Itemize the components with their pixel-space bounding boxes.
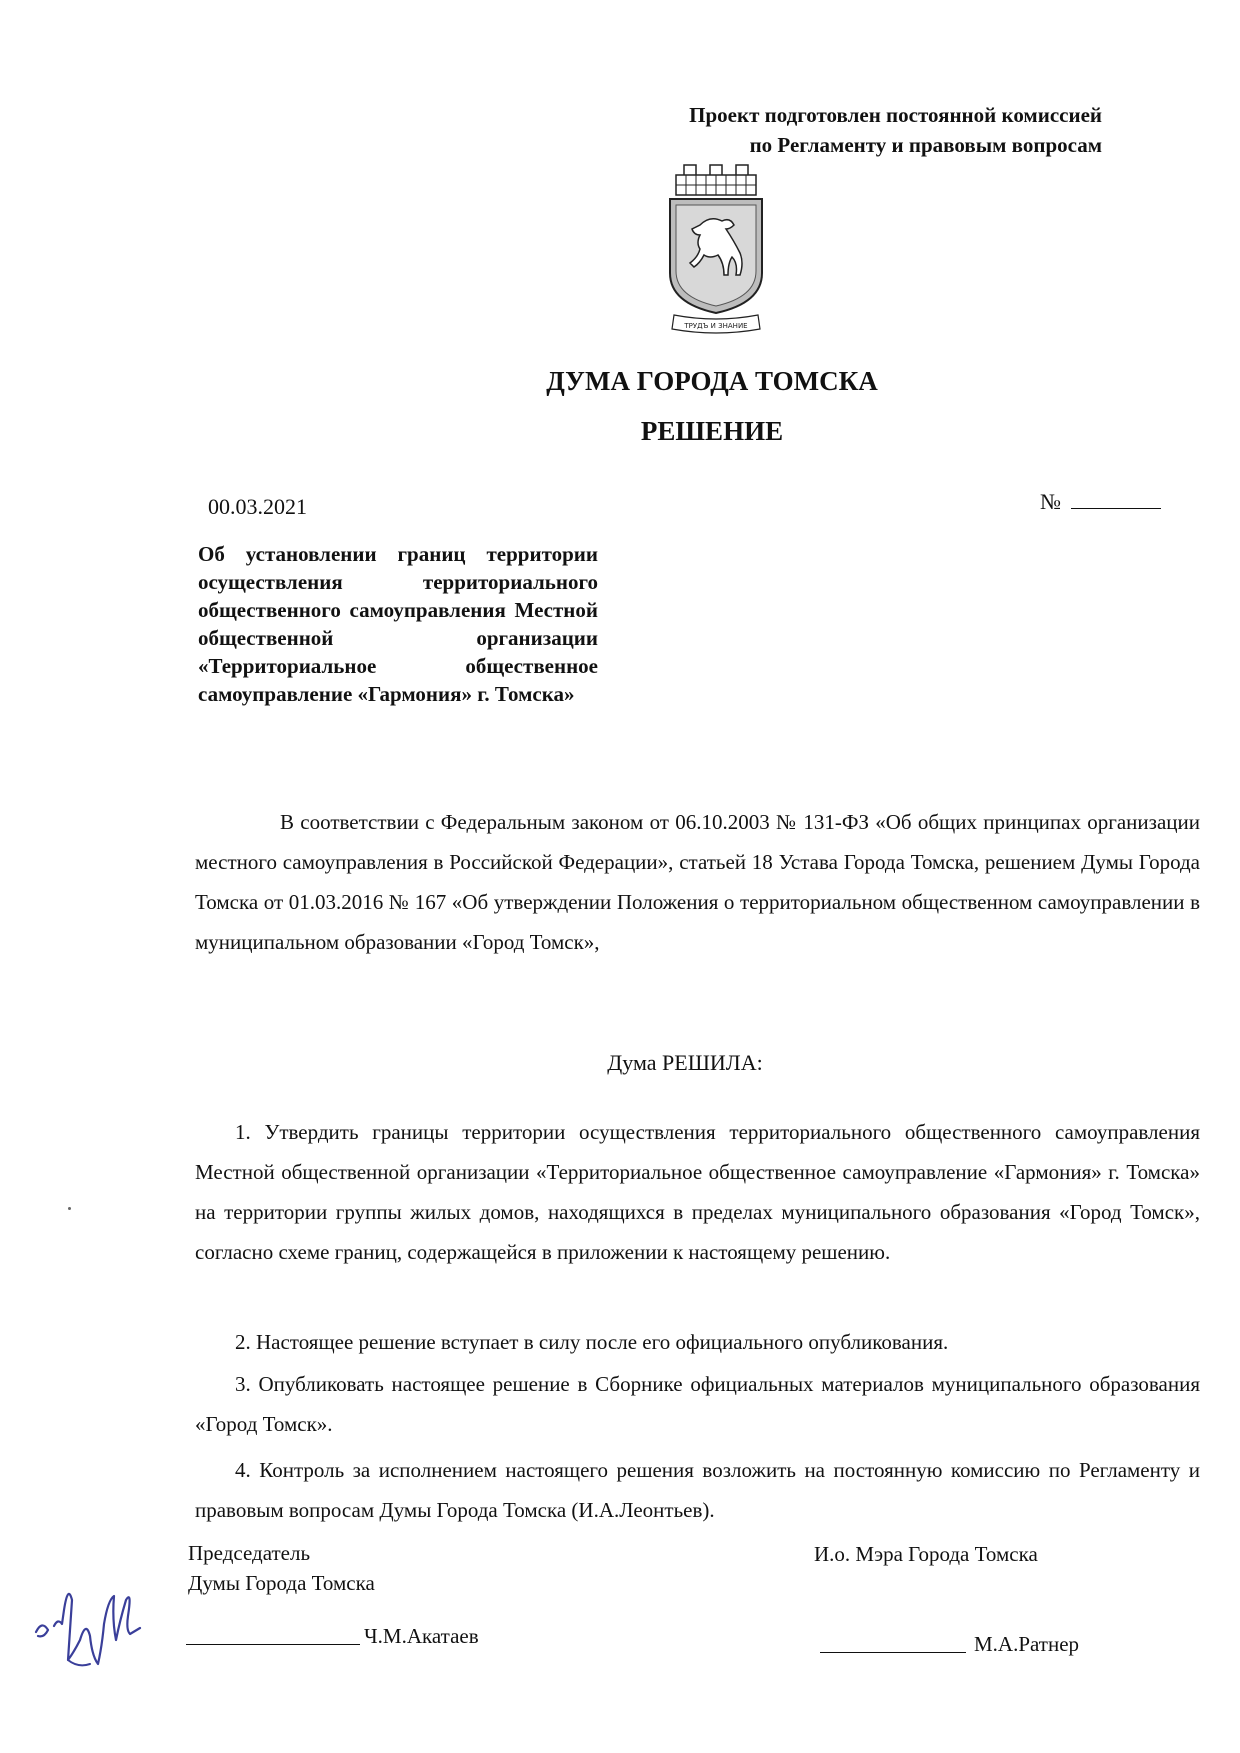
chairman-name: Ч.М.Акатаев	[364, 1624, 479, 1648]
resolution-heading: Дума РЕШИЛА:	[607, 1050, 763, 1075]
chairman-title-line-1: Председатель	[188, 1541, 311, 1565]
chairman-signature-line	[186, 1644, 360, 1645]
handwritten-signature	[28, 1560, 148, 1680]
header-note-line-1: Проект подготовлен постоянной комиссией	[689, 103, 1102, 127]
document-type: РЕШЕНИЕ	[640, 416, 784, 446]
tomsk-coat-of-arms-icon	[660, 163, 772, 338]
document-number	[1040, 488, 1161, 515]
resolution-item: 1. Утвердить границы территории осуществления территориального общественного самоуправления Местной общественной организации «Территориальное общественное самоуправление «Гармония» г. Томска» на территории группы жилых домов, находящихся в пределах муниципального образования «Город Томск», согласно схеме границ, содержащейся в приложении к настоящему решению.	[195, 1120, 1200, 1264]
resolution-item: 3. Опубликовать настоящее решение в Сборнике официальных материалов муниципального образования «Город Томск».	[195, 1372, 1200, 1436]
document-date: 00.03.2021	[208, 494, 307, 519]
coat-motto: ТРУДЪ И ЗНАНИЕ	[684, 322, 748, 330]
mayor-name: М.А.Ратнер	[974, 1632, 1080, 1656]
mayor-signature-line	[820, 1652, 966, 1653]
number-label: №	[1040, 489, 1061, 514]
number-blank-line	[1071, 488, 1161, 509]
chairman-title-line-2: Думы Города Томска	[188, 1571, 375, 1595]
header-note-line-2: по Регламенту и правовым вопросам	[749, 133, 1102, 157]
scan-speck	[68, 1207, 71, 1210]
header-note	[689, 100, 1102, 160]
resolution-item: 4. Контроль за исполнением настоящего решения возложить на постоянную комиссию по Регламенту и правовым вопросам Думы Города Томска (И.А.Леонтьев).	[195, 1458, 1200, 1522]
mayor-title: И.о. Мэра Города Томска	[814, 1542, 1038, 1566]
organization-title: ДУМА ГОРОДА ТОМСКА	[546, 366, 878, 396]
preamble-paragraph: В соответствии с Федеральным законом от 06.10.2003 № 131-ФЗ «Об общих принципах организации местного самоуправления в Российской Федерации», статьей 18 Устава Города Томска, решением Думы Города Томска от 01.03.2016 № 167 «Об утверждении Положения о территориальном общественном самоуправлении в муниципальном образовании «Город Томск»,	[195, 810, 1200, 954]
chairman-title	[188, 1538, 375, 1598]
resolution-item: 2. Настоящее решение вступает в силу после его официального опубликования.	[235, 1330, 949, 1354]
document-subject: Об установлении границ территории осуществления территориального общественного самоуправления Местной общественной организации «Территориальное общественное самоуправление «Гармония» г. Томска»	[198, 542, 598, 706]
